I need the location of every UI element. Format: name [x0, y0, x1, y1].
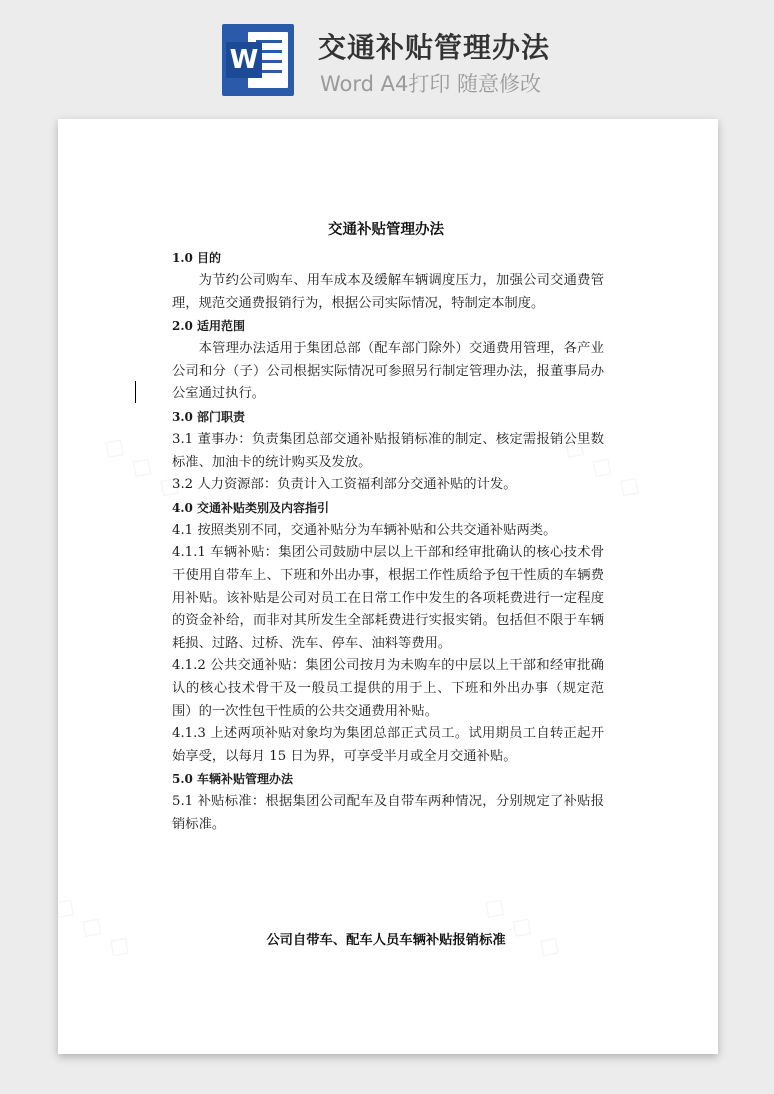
section — [172, 315, 604, 406]
section — [172, 497, 604, 769]
section-paragraph: 4.1 按照类别不同，交通补贴分为车辆补贴和公共交通补贴两类。 — [172, 522, 557, 538]
section-heading: 1.0 目的 — [172, 251, 222, 265]
document-title: 交通补贴管理办法 — [328, 221, 444, 238]
section-paragraph: 4.1.2 公共交通补贴：集团公司按月为未购车的中层以上干部和经审批确认的核心技术骨干及一般员工提供的用于上、下班和外出办事（规定范围）的一次性包干性质的公共交通费用补贴。 — [172, 658, 604, 719]
document-body[interactable] — [172, 247, 604, 836]
section-heading: 5.0 车辆补贴管理办法 — [172, 772, 294, 787]
word-logo-letter: W — [226, 42, 262, 78]
section — [172, 768, 604, 836]
section-heading: 4.0 交通补贴类别及内容指引 — [172, 500, 330, 515]
table-caption: 公司自带车、配车人员车辆补贴报销标准 — [266, 933, 506, 948]
watermark-mark — [476, 886, 570, 966]
section-paragraph: 4.1.3 上述两项补贴对象均为集团总部正式员工。试用期员工自转正起开始享受，以每月 15 日为界，可享受半月或全月交通补贴。 — [172, 726, 604, 764]
section — [172, 247, 604, 315]
section-paragraph: 4.1.1 车辆补贴：集团公司鼓励中层以上干部和经审批确认的核心技术骨干使用自带车上、下班和外出办事，根据工作性质给予包干性质的车辆费用补贴。该补贴是公司对员工在日常工作中发生的各项耗费进行一定程度的资金补给，而非对其所发生全部耗费进行实报实销。包括但不限于车辆耗损、过路、过桥、洗车、停车、油料等费用。 — [172, 545, 604, 651]
text-cursor — [135, 381, 136, 403]
section-heading: 2.0 适用范围 — [172, 319, 246, 334]
section — [172, 406, 604, 497]
section-paragraph: 为节约公司购车、用车成本及缓解车辆调度压力，加强公司交通费管理，规范交通费报销行为，根据公司实际情况，特制定本制度。 — [172, 273, 604, 311]
banner-subtitle: Word A4打印 随意修改 — [320, 72, 542, 96]
preview-banner — [0, 0, 774, 115]
word-document-icon — [222, 24, 294, 96]
banner-title: 交通补贴管理办法 — [318, 31, 551, 64]
section-paragraph: 5.1 补贴标准：根据集团公司配车及自带车两种情况，分别规定了补贴报销标准。 — [172, 794, 604, 832]
section-paragraph: 3.2 人力资源部：负责计入工资福利部分交通补贴的计发。 — [172, 477, 517, 493]
watermark-mark — [58, 886, 140, 966]
section-paragraph: 本管理办法适用于集团总部（配车部门除外）交通费用管理，各产业公司和分（子）公司根据实际情况可参照另行制定管理办法，报董事局办公室通过执行。 — [172, 341, 604, 402]
section-paragraph: 3.1 董事办：负责集团总部交通补贴报销标准的制定、核定需报销公里数标准、加油卡的统计购买及发放。 — [172, 431, 604, 470]
document-page — [58, 119, 718, 1054]
section-heading: 3.0 部门职责 — [172, 409, 246, 424]
